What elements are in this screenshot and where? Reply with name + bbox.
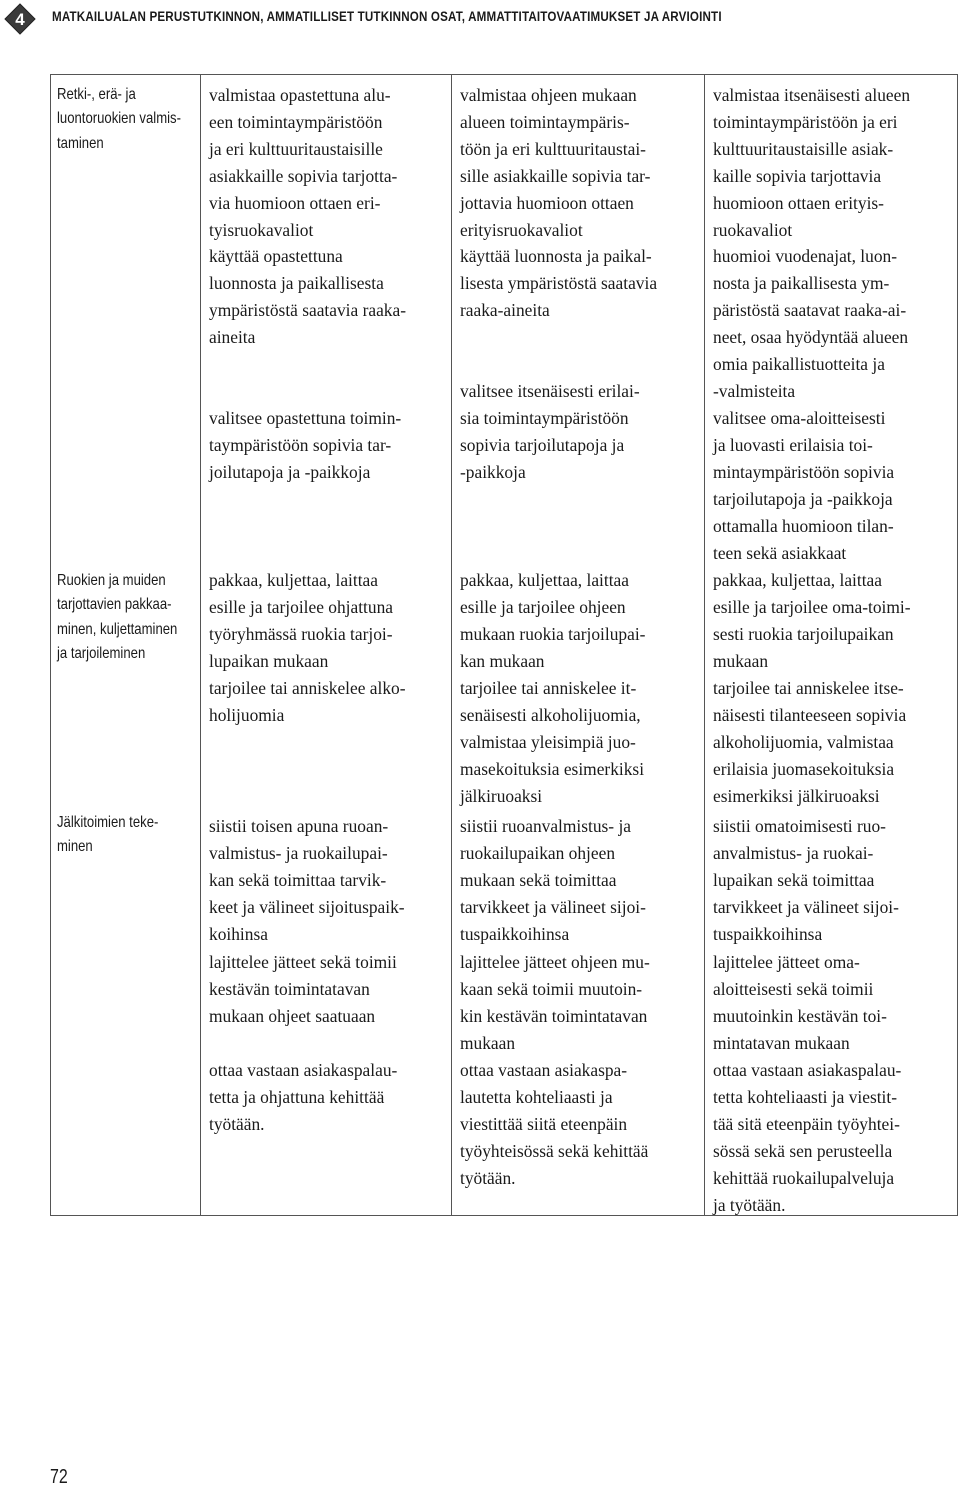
table-cell: valmistaa itsenäisesti alueen toimintaympäristöön ja eri kulttuuritaustaisille asiak- kaille sopivia tarjottavia huomioon ottaen erityis- ruokavaliot	[713, 85, 911, 240]
table-cell: tarjoilee tai anniskelee itse- näisesti tilanteeseen sopivia alkoholijuomia, valmistaa erilaisia juomasekoituksia esimerkiksi jälkiruoaksi	[713, 678, 907, 806]
table-cell: ottaa vastaan asiakaspalau- tetta ja ohjattuna kehittää työtään.	[209, 1060, 398, 1134]
table-cell: lajittelee jätteet oma- aloitteisesti sekä toimii muutoinkin kestävän toi- mintatavan mukaan	[713, 952, 887, 1053]
table-cell: siistii ruoanvalmistus- ja ruokailupaikan ohjeen mukaan sekä toimittaa tarvikkeet ja välineet sijoi- tuspaikkoihinsa	[460, 816, 646, 944]
row-label-serving: Ruokien ja muiden tarjottavien pakkaa- minen, kuljettaminen ja tarjoileminen	[57, 572, 178, 663]
table-cell: valmistaa ohjeen mukaan alueen toimintaympäris- töön ja eri kulttuuritaustai- sille asiakkaille sopivia tar- jottavia huomioon ottaen erityisruokavaliot	[460, 85, 651, 240]
table-cell: ottaa vastaan asiakaspa- lautetta kohteliaasti ja viestittää siitä eteenpäin työyhteisössä sekä kehittää työtään.	[460, 1060, 649, 1188]
column-good	[452, 74, 705, 1216]
table-cell: lajittelee jätteet ohjeen mu- kaan sekä toimii muutoin- kin kestävän toimintatavan mukaan	[460, 952, 650, 1053]
table-cell: ottaa vastaan asiakaspalau- tetta kohteliaasti ja viestit- tää sitä eteenpäin työyhtei- sössä sekä sen perusteella kehittää ruokailupalveluja ja työtään.	[713, 1060, 902, 1215]
table-cell: valitsee opastettuna toimin- taympäristöön sopivia tar- joilutapoja ja -paikkoja	[209, 408, 402, 482]
assessment-table	[50, 74, 958, 1216]
chapter-number: 4	[15, 10, 25, 29]
table-cell: pakkaa, kuljettaa, laittaa esille ja tarjoilee oma-toimi- sesti ruokia tarjoilupaikan mukaan	[713, 570, 911, 671]
page-number: 72	[50, 1466, 68, 1488]
column-satisfactory	[201, 74, 452, 1216]
column-topic	[50, 74, 201, 1216]
table-cell: käyttää opastettuna luonnosta ja paikallisesta ympäristöstä saatavia raaka- aineita	[209, 246, 407, 347]
table-cell: pakkaa, kuljettaa, laittaa esille ja tarjoilee ohjattuna työryhmässä ruokia tarjoi- lupaikan mukaan	[209, 570, 393, 671]
table-cell: huomioi vuodenajat, luon- nosta ja paikallisesta ym- päristöstä saatavat raaka-ai- neet, osaa hyödyntää alueen omia paikallistuotteita ja -valmisteita	[713, 246, 909, 401]
page-header	[0, 0, 960, 40]
column-excellent	[705, 74, 958, 1216]
table-cell: lajittelee jätteet sekä toimii kestävän toimintatavan mukaan ohjeet saatuaan	[209, 952, 397, 1026]
row-label-outdoor-cooking: Retki-, erä- ja luontoruokien valmis- taminen	[57, 86, 181, 152]
table-cell: käyttää luonnosta ja paikal- lisesta ympäristöstä saatavia raaka-aineita	[460, 246, 658, 320]
chapter-badge-icon	[4, 3, 36, 35]
running-header-title: MATKAILUALAN PERUSTUTKINNON, AMMATILLISET TUTKINNON OSAT, AMMATTITAITOVAATIMUKSET JA ARVIOINTI	[52, 9, 722, 24]
table-cell: tarjoilee tai anniskelee it- senäisesti alkoholijuomia, valmistaa yleisimpiä juo- masekoituksia esimerkiksi jälkiruoaksi	[460, 678, 645, 806]
table-cell: valitsee itsenäisesti erilai- sia toimintaympäristöön sopivia tarjoilutapoja ja -paikkoja	[460, 381, 640, 482]
row-label-cleanup: Jälkitoimien teke- minen	[57, 814, 159, 856]
table-cell: siistii omatoimisesti ruo- anvalmistus- ja ruokai- lupaikan sekä toimittaa tarvikkeet ja välineet sijoi- tuspaikkoihinsa	[713, 816, 899, 944]
table-cell: pakkaa, kuljettaa, laittaa esille ja tarjoilee ohjeen mukaan ruokia tarjoilupai- kan mukaan	[460, 570, 646, 671]
table-cell: valitsee oma-aloitteisesti ja luovasti erilaisia toi- mintaympäristöön sopivia tarjoilutapoja ja -paikkoja ottamalla huomioon tilan- teen sekä asiakkaat	[713, 408, 895, 563]
table-cell: valmistaa opastettuna alu- een toimintaympäristöön ja eri kulttuuritaustaisille asiakkaille sopivia tarjotta- via huomioon ottaen eri- tyisruokavaliot	[209, 85, 398, 240]
table-cell: tarjoilee tai anniskelee alko- holijuomia	[209, 678, 406, 725]
table-cell: siistii toisen apuna ruoan- valmistus- ja ruokailupai- kan sekä toimittaa tarvik- keet ja välineet sijoituspaik- koihinsa	[209, 816, 405, 944]
